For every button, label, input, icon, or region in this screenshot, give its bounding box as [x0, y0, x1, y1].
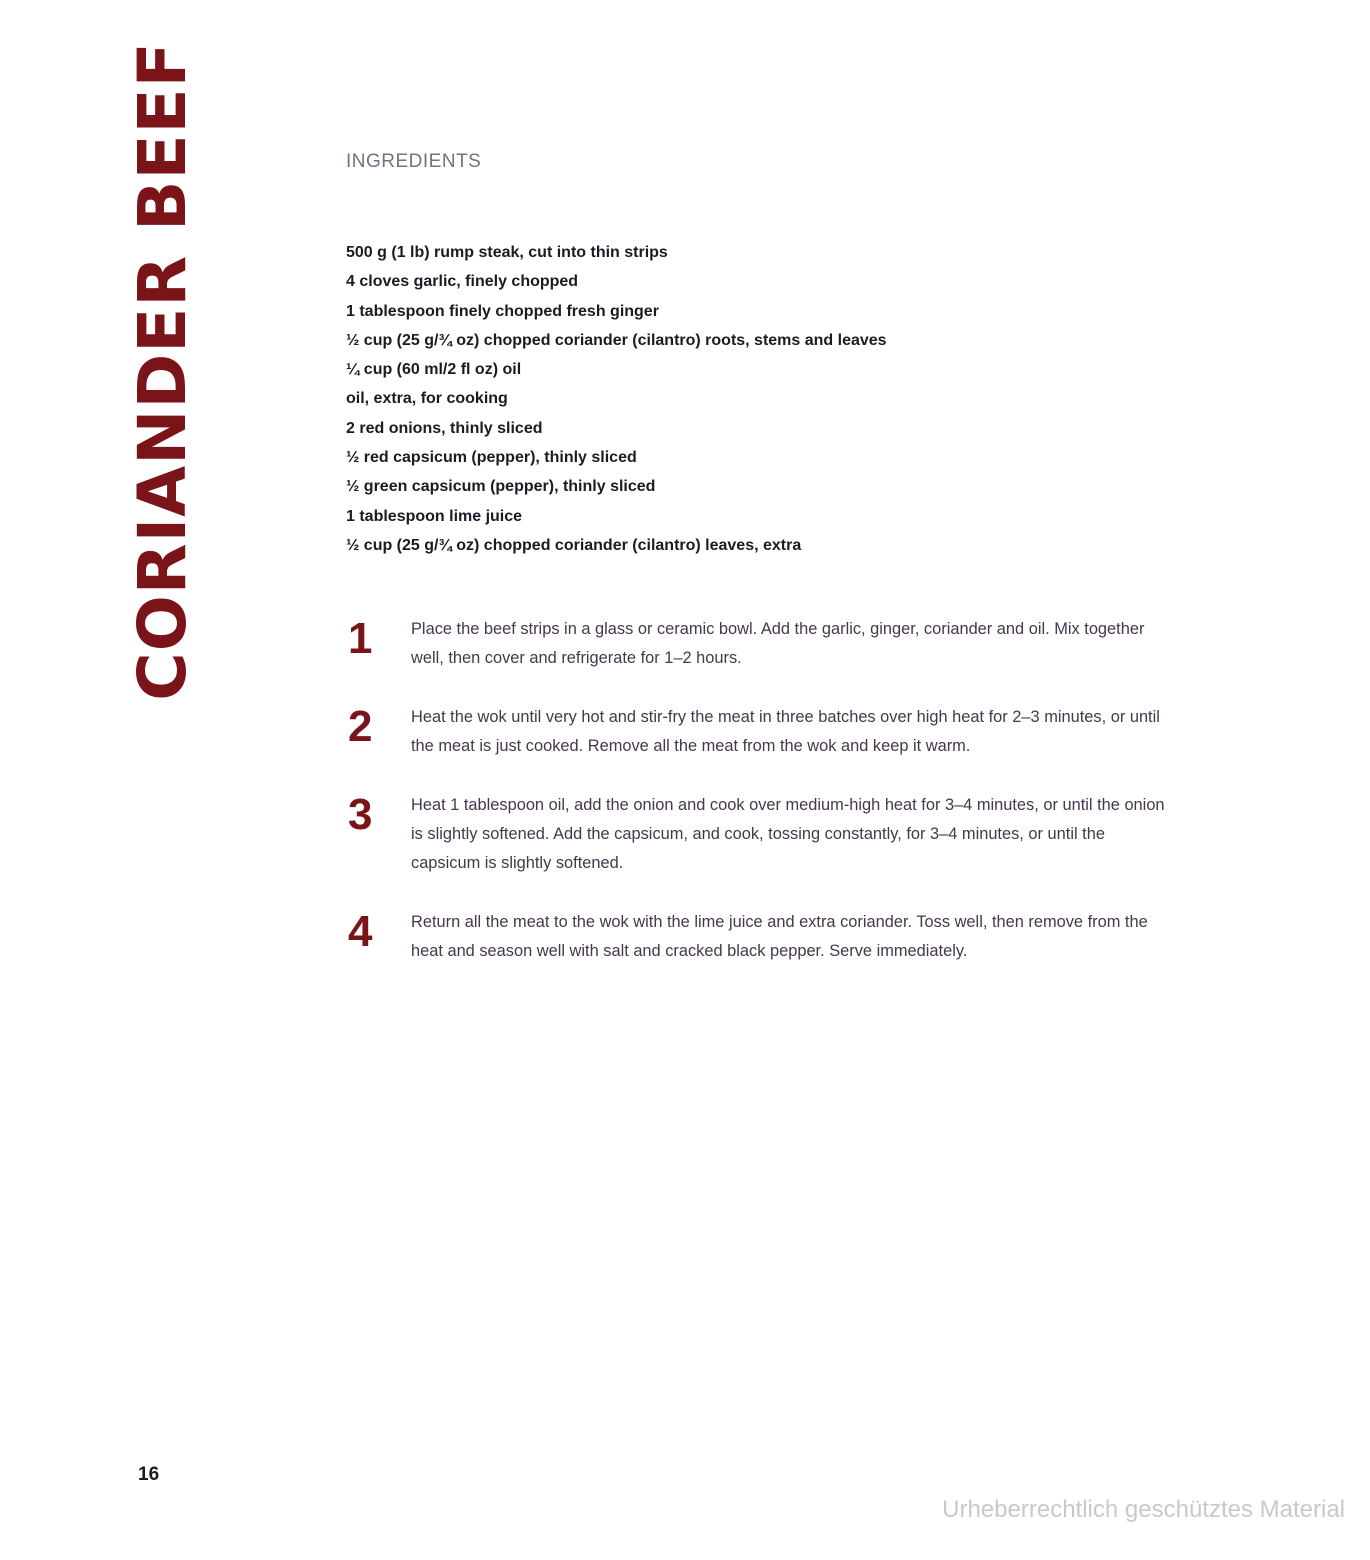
- recipe-title: [124, 41, 201, 701]
- ingredient-item: ½ green capsicum (pepper), thinly sliced: [346, 478, 656, 496]
- step-text: Place the beef strips in a glass or ceramic bowl. Add the garlic, ginger, coriander and oil. Mix together well, then cover and refrigerate for 1–2 hours.: [411, 620, 1145, 667]
- step-number: 3: [348, 790, 373, 839]
- ingredients-list: [346, 238, 887, 560]
- step-text: Heat the wok until very hot and stir-fry the meat in three batches over high heat for 2–3 minutes, or until the meat is just cooked. Remove all the meat from the wok and keep it warm.: [411, 708, 1160, 755]
- recipe-title-text: CORIANDER BEEF: [124, 41, 201, 701]
- ingredient-item: 500 g (1 lb) rump steak, cut into thin strips: [346, 244, 668, 261]
- ingredient-item: 1 tablespoon lime juice: [346, 507, 523, 525]
- method-step: [346, 791, 1166, 878]
- step-number: 1: [348, 614, 373, 663]
- page-number: 16: [138, 1464, 160, 1485]
- step-number: 2: [348, 702, 373, 751]
- ingredient-item: 2 red onions, thinly sliced: [346, 419, 543, 437]
- method-step: [346, 615, 1166, 673]
- ingredient-item: 1 tablespoon finely chopped fresh ginger: [346, 302, 659, 320]
- copyright-watermark: Urheberrechtlich geschütztes Material: [942, 1496, 1345, 1523]
- ingredient-item: ¼ cup (60 ml/2 fl oz) oil: [346, 361, 522, 379]
- method-step: [346, 908, 1166, 966]
- step-text: Heat 1 tablespoon oil, add the onion and cook over medium-high heat for 3–4 minutes, or until the onion is slightly softened. Add the capsicum, and cook, tossing constantly, for 3–4 minutes, or until the capsicum is slightly softened.: [411, 796, 1165, 872]
- ingredient-item: ½ red capsicum (pepper), thinly sliced: [346, 449, 637, 467]
- ingredient-item: ½ cup (25 g/¾ oz) chopped coriander (cilantro) leaves, extra: [346, 536, 802, 554]
- ingredients-heading: INGREDIENTS: [346, 151, 482, 172]
- method-step: [346, 703, 1166, 761]
- recipe-title-container: [124, 41, 201, 701]
- step-text: Return all the meat to the wok with the lime juice and extra coriander. Toss well, then remove from the heat and season well with salt and cracked black pepper. Serve immediately.: [411, 913, 1148, 960]
- ingredient-item: ½ cup (25 g/¾ oz) chopped coriander (cilantro) roots, stems and leaves: [346, 331, 887, 349]
- ingredient-item: oil, extra, for cooking: [346, 390, 508, 408]
- ingredient-item: 4 cloves garlic, finely chopped: [346, 273, 579, 291]
- method-steps: [346, 615, 1166, 996]
- step-number: 4: [348, 907, 373, 956]
